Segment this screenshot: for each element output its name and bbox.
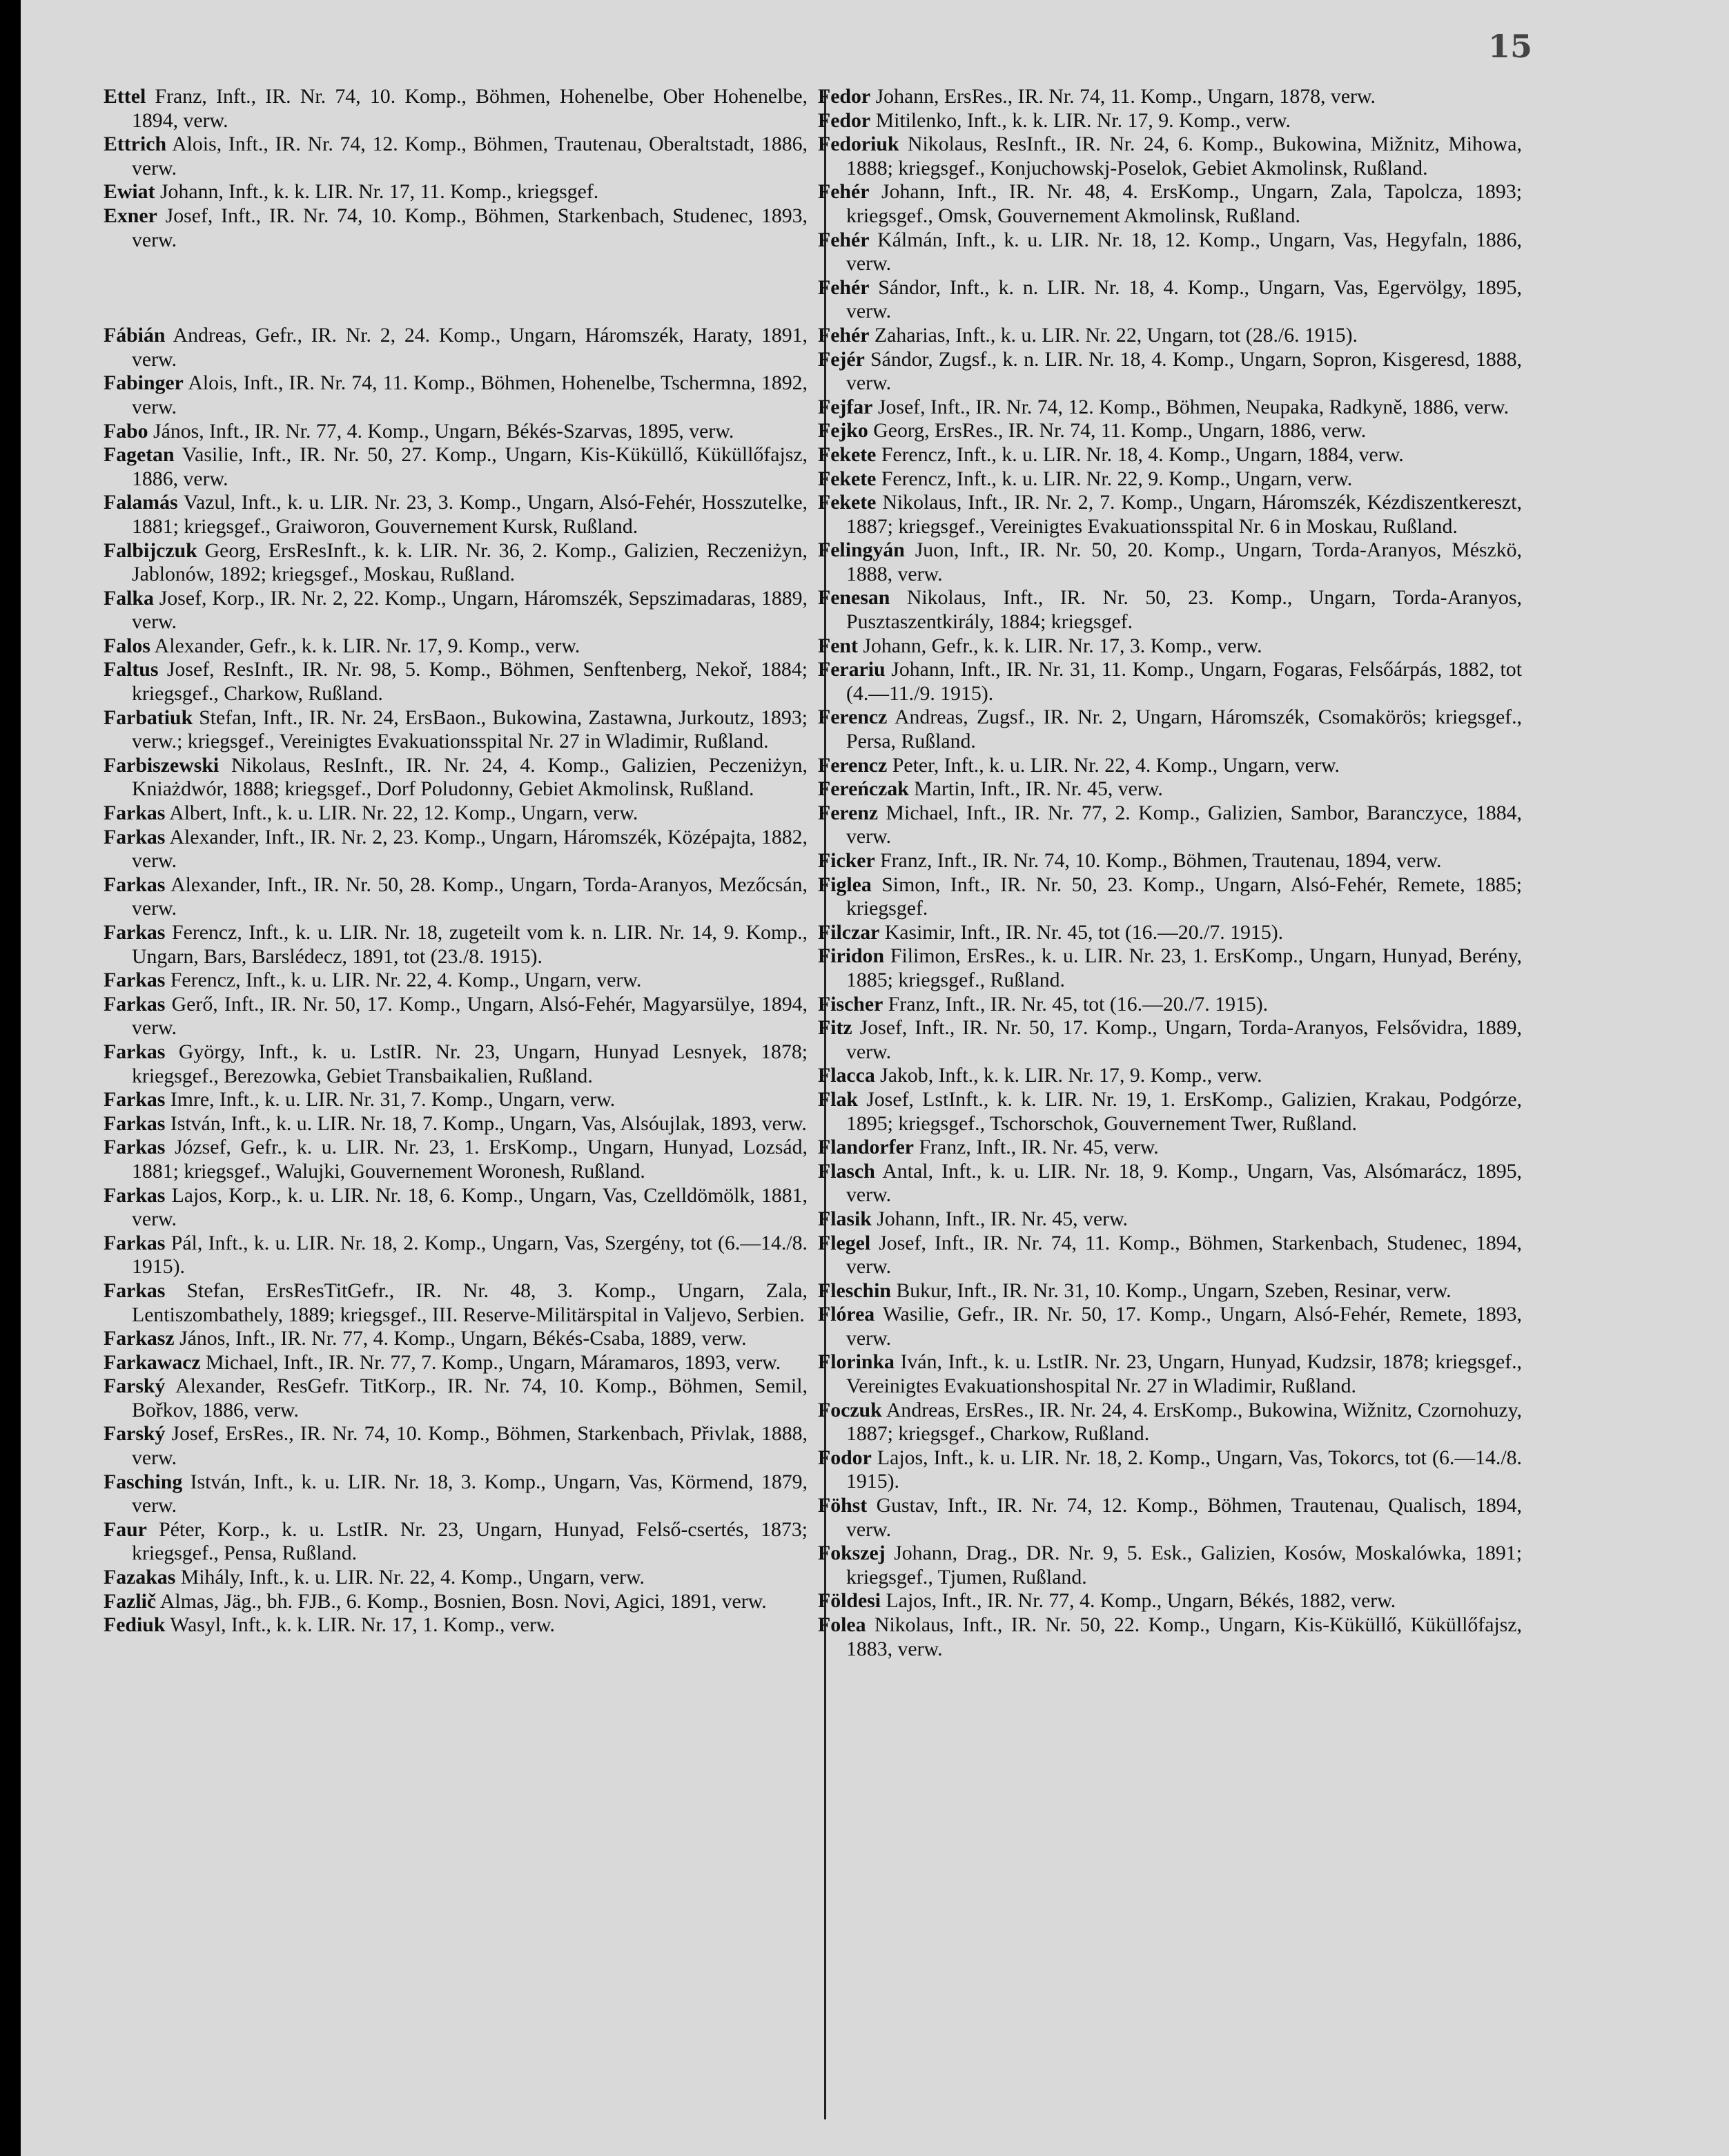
casualty-entry [818,1136,1522,1160]
casualty-entry [818,1350,1522,1398]
entry-details: Josef, Inft., IR. Nr. 74, 11. Komp., Böhmen, Starkenbach, Studenec, 1894, verw. [846,1231,1522,1279]
entry-details: Andreas, Zugsf., IR. Nr. 2, Ungarn, Háromszék, Csomakörös; kriegsgef., Persa, Rußland. [846,706,1522,753]
casualty-entry [104,1232,808,1279]
surname: Exner [104,204,157,227]
surname: Ferencz [818,706,888,729]
entry-details: Nikolaus, ResInft., IR. Nr. 24, 6. Komp., Bukowina, Mižnitz, Mihowa, 1888; kriegsgef., Konjuchowskj-Poselok, Gebiet Akmolinsk, Rußland. [846,133,1522,179]
casualty-entry [818,586,1522,634]
surname: Fenesan [818,586,890,610]
casualty-entry [818,538,1522,586]
surname: Ferariu [818,658,886,681]
entry-details: Nikolaus, Inft., IR. Nr. 2, 7. Komp., Ungarn, Háromszék, Kézdiszentkereszt, 1887; kriegsgef., Vereinigtes Evakuationsspital Nr. 6 in Moskau, Rußland. [846,491,1522,538]
entry-details: Sándor, Zugsf., k. n. LIR. Nr. 18, 4. Komp., Ungarn, Sopron, Kisgeresd, 1888, verw. [846,347,1522,395]
entry-details: Johann, ErsRes., IR. Nr. 74, 11. Komp., Ungarn, 1878, verw. [870,85,1376,108]
entry-details: Imre, Inft., k. u. LIR. Nr. 31, 7. Komp., Ungarn, verw. [165,1088,616,1111]
surname: Ferenz [818,801,879,824]
surname: Fazakas [104,1566,176,1589]
surname: Fasching [104,1470,183,1493]
entry-details: Wasilie, Gefr., IR. Nr. 50, 17. Komp., Ungarn, Alsó-Fehér, Remete, 1893, verw. [846,1303,1522,1350]
surname: Fereńczak [818,777,909,801]
casualty-entry [104,873,808,921]
left-column [104,85,808,1638]
casualty-entry [104,1279,808,1327]
casualty-entry [104,1088,808,1112]
entry-details: Jakob, Inft., k. k. LIR. Nr. 17, 9. Komp., verw. [875,1064,1262,1087]
surname: Földesi [818,1589,881,1613]
entry-details: Josef, ErsRes., IR. Nr. 74, 10. Komp., Böhmen, Starkenbach, Přivlak, 1888, verw. [132,1422,808,1470]
casualty-entry [818,993,1522,1017]
casualty-entry [818,1232,1522,1279]
surname: Farkas [104,1040,166,1063]
casualty-entry [818,180,1522,228]
surname: Fabo [104,419,148,443]
entry-details: Johann, Inft., k. k. LIR. Nr. 17, 11. Komp., kriegsgef. [155,180,599,204]
entry-details: Josef, Korp., IR. Nr. 2, 22. Komp., Ungarn, Háromszék, Sepszimadaras, 1889, verw. [132,586,808,634]
entry-details: Juon, Inft., IR. Nr. 50, 20. Komp., Ungarn, Torda-Aranyos, Mészkö, 1888, verw. [846,538,1522,585]
casualty-entry [818,777,1522,802]
surname: Falka [104,586,154,610]
casualty-entry [104,993,808,1040]
entry-details: Gustav, Inft., IR. Nr. 74, 12. Komp., Böhmen, Trautenau, Qualisch, 1894, verw. [846,1494,1522,1541]
casualty-entry [104,324,808,371]
surname: Flasch [818,1159,875,1183]
surname: Fediuk [104,1613,166,1637]
entry-details: Antal, Inft., k. u. LIR. Nr. 18, 9. Komp., Ungarn, Vas, Alsómarácz, 1895, verw. [846,1159,1522,1207]
casualty-entry [818,1279,1522,1303]
casualty-entry [818,873,1522,921]
casualty-entry [104,826,808,873]
surname: Farkasz [104,1327,175,1350]
casualty-entry [818,944,1522,992]
surname: Fekete [818,491,877,514]
surname: Farkas [104,802,166,825]
surname: Fekete [818,467,877,490]
surname: Farkas [104,1183,166,1207]
casualty-entry [818,754,1522,778]
surname: Farkas [104,921,166,944]
entry-details: Bukur, Inft., IR. Nr. 31, 10. Komp., Ungarn, Szeben, Resinar, verw. [890,1279,1452,1302]
surname: Farbatiuk [104,706,193,729]
surname: Flasik [818,1207,872,1230]
casualty-entry [104,180,808,204]
surname: Fabinger [104,371,184,395]
casualty-entry [104,1518,808,1566]
surname: Fedor [818,108,871,132]
surname: Fagetan [104,443,175,467]
entry-details: Josef, Inft., IR. Nr. 74, 12. Komp., Böhmen, Neupaka, Radkyně, 1886, verw. [872,395,1510,418]
casualty-entry [818,1613,1522,1661]
surname: Falbijczuk [104,538,197,562]
casualty-entry [104,85,808,133]
surname: Fehér [818,275,870,299]
entry-details: Nikolaus, Inft., IR. Nr. 50, 22. Komp., Ungarn, Kis-Küküllő, Küküllőfajsz, 1883, verw. [846,1613,1522,1660]
casualty-entry [818,1303,1522,1350]
surname: Fedoriuk [818,133,899,156]
surname: Flacca [818,1064,875,1087]
casualty-entry [818,921,1522,945]
entry-details: István, Inft., k. u. LIR. Nr. 18, 3. Komp., Ungarn, Vas, Körmend, 1879, verw. [132,1470,808,1517]
surname: Falos [104,634,150,657]
casualty-entry [104,969,808,993]
surname: Faltus [104,658,159,681]
entry-details: Nikolaus, ResInft., IR. Nr. 24, 4. Komp., Galizien, Peczeniżyn, Kniażdwór, 1888; kriegsgef., Dorf Poludonny, Gebiet Akmolinsk, Rußland. [132,753,808,801]
surname: Fehér [818,228,870,251]
casualty-entry [818,706,1522,753]
surname: Foczuk [818,1398,882,1421]
casualty-entry [104,1112,808,1136]
entry-details: Johann, Inft., IR. Nr. 45, verw. [871,1207,1129,1230]
entry-details: Filimon, ErsRes., k. u. LIR. Nr. 23, 1. ErsKomp., Ungarn, Hunyad, Berény, 1885; kriegsgef., Rußland. [846,944,1522,991]
surname: Farský [104,1422,166,1446]
entry-details: Mihály, Inft., k. u. LIR. Nr. 22, 4. Komp., Ungarn, verw. [175,1566,645,1589]
entry-details: Josef, LstInft., k. k. LIR. Nr. 19, 1. ErsKomp., Galizien, Krakau, Podgórze, 1895; kriegsgef., Tschorschok, Gouvernement Twer, Rußland. [846,1087,1522,1135]
entry-details: Stefan, ErsResTitGefr., IR. Nr. 48, 3. Komp., Ungarn, Zala, Lentiszombathely, 1889; kriegsgef., III. Reserve-Militärspital in Valjevo, Serbien. [132,1279,808,1326]
entry-details: Nikolaus, Inft., IR. Nr. 50, 23. Komp., Ungarn, Torda-Aranyos, Pusztaszentkirály, 1884; kriegsgef. [846,586,1522,634]
entry-details: Alois, Inft., IR. Nr. 74, 11. Komp., Böhmen, Hohenelbe, Tschermna, 1892, verw. [132,371,808,418]
entry-details: György, Inft., k. u. LstIR. Nr. 23, Ungarn, Hunyad Lesnyek, 1878; kriegsgef., Berezowka, Gebiet Transbaikalien, Rußland. [132,1040,808,1087]
surname: Ferencz [818,753,888,777]
casualty-entry [818,133,1522,180]
entry-details: Ferencz, Inft., k. u. LIR. Nr. 22, 4. Komp., Ungarn, verw. [165,969,642,992]
casualty-entry [104,706,808,754]
entry-details: Alexander, Inft., IR. Nr. 2, 23. Komp., Ungarn, Háromszék, Középajta, 1882, verw. [132,825,808,873]
casualty-entry [104,1613,808,1638]
casualty-entry [104,539,808,587]
surname: Farkas [104,969,166,992]
casualty-entry [104,634,808,659]
casualty-entry [818,348,1522,396]
casualty-entry [818,1088,1522,1136]
casualty-entry [818,1160,1522,1207]
entry-details: Sándor, Inft., k. n. LIR. Nr. 18, 4. Komp., Ungarn, Vas, Egervölgy, 1895, verw. [846,275,1522,323]
entry-details: János, Inft., IR. Nr. 77, 4. Komp., Ungarn, Békés-Szarvas, 1895, verw. [148,419,734,443]
entry-details: Péter, Korp., k. u. LstIR. Nr. 23, Ungarn, Hunyad, Felső-csertés, 1873; kriegsgef., Pensa, Rußland. [132,1517,808,1565]
casualty-entry [818,1494,1522,1542]
casualty-entry [104,1566,808,1590]
surname: Flak [818,1087,858,1111]
surname: Ettrich [104,133,167,156]
entry-details: Georg, ErsRes., IR. Nr. 74, 11. Komp., Ungarn, 1886, verw. [868,419,1367,443]
casualty-entry [818,1064,1522,1088]
entry-details: Stefan, Inft., IR. Nr. 24, ErsBaon., Bukowina, Zastawna, Jurkoutz, 1893; verw.; kriegsgef., Vereinigtes Evakuationsspital Nr. 27 in Wladimir, Rußland. [132,706,808,753]
casualty-entry [104,754,808,802]
entry-details: Vazul, Inft., k. u. LIR. Nr. 23, 3. Komp., Ungarn, Alsó-Fehér, Hosszutelke, 1881; kriegsgef., Graiworon, Gouvernement Kursk, Rußland. [132,491,808,538]
casualty-entry [818,467,1522,492]
entry-details: Lajos, Inft., IR. Nr. 77, 4. Komp., Ungarn, Békés, 1882, verw. [881,1589,1396,1613]
surname: Folea [818,1613,866,1636]
surname: Florinka [818,1350,895,1374]
surname: Fejér [818,347,865,371]
entry-details: Franz, Inft., IR. Nr. 74, 10. Komp., Böhmen, Trautenau, 1894, verw. [875,849,1442,872]
surname: Falamás [104,491,178,514]
casualty-entry [104,1040,808,1088]
casualty-entry [104,1470,808,1518]
entry-details: Franz, Inft., IR. Nr. 45, tot (16.—20./7. 1915). [883,992,1269,1016]
surname: Farkas [104,1136,166,1159]
entry-details: Almas, Jäg., bh. FJB., 6. Komp., Bosnien, Bosn. Novi, Agici, 1891, verw. [156,1589,767,1613]
entry-details: Johann, Gefr., k. k. LIR. Nr. 17, 3. Komp., verw. [857,634,1262,657]
surname: Fokszej [818,1542,886,1565]
surname: Farbiszewski [104,753,219,777]
casualty-entry [818,324,1522,348]
entry-details: Josef, ResInft., IR. Nr. 98, 5. Komp., Böhmen, Senftenberg, Nekoř, 1884; kriegsgef., Charkow, Rußland. [132,658,808,706]
surname: Figlea [818,873,872,896]
surname: Ewiat [104,180,155,204]
surname: Farkas [104,992,166,1016]
entry-details: Pál, Inft., k. u. LIR. Nr. 18, 2. Komp., Ungarn, Vas, Szergény, tot (6.—14./8. 1915). [132,1231,808,1279]
casualty-entry [104,1184,808,1232]
casualty-entry [818,658,1522,706]
surname: Farkas [104,825,166,848]
casualty-entry [818,276,1522,324]
casualty-entry [818,229,1522,276]
surname: Filczar [818,920,880,944]
casualty-entry [104,658,808,706]
casualty-entry [104,491,808,538]
entry-details: Albert, Inft., k. u. LIR. Nr. 22, 12. Komp., Ungarn, verw. [165,802,638,825]
entry-details: Michael, Inft., IR. Nr. 77, 7. Komp., Ungarn, Máramaros, 1893, verw. [200,1350,781,1374]
entry-details: Ferencz, Inft., k. u. LIR. Nr. 18, zugeteilt vom k. n. LIR. Nr. 14, 9. Komp., Ungarn, Bars, Barslédecz, 1891, tot (23./8. 1915). [132,921,808,968]
entry-details: Franz, Inft., IR. Nr. 74, 10. Komp., Böhmen, Hohenelbe, Ober Hohenelbe, 1894, verw. [132,85,808,132]
casualty-entry [104,204,808,252]
entry-details: Gerő, Inft., IR. Nr. 50, 17. Komp., Ungarn, Alsó-Fehér, Magyarsülye, 1894, verw. [132,992,808,1040]
casualty-entry [818,1446,1522,1494]
casualty-entry [818,1399,1522,1446]
surname: Ficker [818,849,875,872]
surname: Fejko [818,419,868,443]
surname: Farský [104,1375,166,1398]
surname: Flandorfer [818,1136,915,1159]
entry-details: Martin, Inft., IR. Nr. 45, verw. [908,777,1163,801]
surname: Fábián [104,324,166,347]
casualty-entry [104,1136,808,1183]
entry-details: János, Inft., IR. Nr. 77, 4. Komp., Ungarn, Békés-Csaba, 1889, verw. [174,1327,747,1350]
entry-details: Johann, Inft., IR. Nr. 48, 4. ErsKomp., Ungarn, Zala, Tapolcza, 1893; kriegsgef., Omsk, Gouvernement Akmolinsk, Rußland. [846,180,1522,227]
surname: Fedor [818,85,871,108]
entry-details: Kálmán, Inft., k. u. LIR. Nr. 18, 12. Komp., Ungarn, Vas, Hegyfaln, 1886, verw. [846,228,1522,275]
surname: Föhst [818,1494,868,1517]
surname: Farkas [104,1231,166,1254]
casualty-entry [818,634,1522,659]
entry-details: Alois, Inft., IR. Nr. 74, 12. Komp., Böhmen, Trautenau, Oberaltstadt, 1886, verw. [132,133,808,179]
surname: Flórea [818,1303,875,1326]
casualty-entry [104,587,808,634]
casualty-entry [104,1375,808,1422]
entry-details: Ferencz, Inft., k. u. LIR. Nr. 18, 4. Komp., Ungarn, 1884, verw. [876,443,1404,466]
casualty-entry [104,1590,808,1614]
casualty-entry [104,921,808,969]
entry-details: Andreas, ErsRes., IR. Nr. 24, 4. ErsKomp., Bukowina, Wižnitz, Czornohuzy, 1887; kriegsgef., Charkow, Rußland. [846,1398,1522,1446]
entry-details: Alexander, Gefr., k. k. LIR. Nr. 17, 9. Komp., verw. [150,634,580,657]
surname: Faur [104,1517,147,1541]
surname: Fischer [818,992,883,1016]
surname: Farkas [104,1111,166,1135]
entry-details: Ferencz, Inft., k. u. LIR. Nr. 22, 9. Komp., Ungarn, verw. [876,467,1353,490]
casualty-entry [818,491,1522,538]
entry-details: Vasilie, Inft., IR. Nr. 50, 27. Komp., Ungarn, Kis-Küküllő, Küküllőfajsz, 1886, verw. [132,443,808,490]
surname: Farkas [104,873,166,896]
entry-details: Peter, Inft., k. u. LIR. Nr. 22, 4. Komp., Ungarn, verw. [887,753,1340,777]
entry-details: Wasyl, Inft., k. k. LIR. Nr. 17, 1. Komp., verw. [165,1613,555,1637]
surname: Farkas [104,1279,166,1302]
surname: Fazlič [104,1589,157,1613]
surname: Fejfar [818,395,873,418]
casualty-entry [104,420,808,444]
casualty-entry [818,1207,1522,1232]
entry-details: József, Gefr., k. u. LIR. Nr. 23, 1. ErsKomp., Ungarn, Hunyad, Lozsád, 1881; kriegsgef., Walujki, Gouvernement Woronesh, Rußland. [132,1136,808,1183]
entry-details: Georg, ErsResInft., k. k. LIR. Nr. 36, 2. Komp., Galizien, Reczeniżyn, Jablonów, 1892; kriegsgef., Moskau, Rußland. [132,538,808,586]
entry-details: Johann, Drag., DR. Nr. 9, 5. Esk., Galizien, Kosów, Moskalówka, 1891; kriegsgef., Tjumen, Rußland. [846,1542,1522,1589]
entry-details: Kasimir, Inft., IR. Nr. 45, tot (16.—20./7. 1915). [879,920,1284,944]
surname: Fitz [818,1016,852,1040]
casualty-entry [818,85,1522,109]
casualty-entry [818,396,1522,420]
casualty-entry [818,1589,1522,1613]
entry-details: Franz, Inft., IR. Nr. 45, verw. [914,1136,1159,1159]
entry-details: Johann, Inft., IR. Nr. 31, 11. Komp., Ungarn, Fogaras, Felsőárpás, 1882, tot (4.—11./9. 1915). [846,658,1522,705]
casualty-entry [818,109,1522,133]
casualty-entry [818,1542,1522,1589]
casualty-entry [818,1016,1522,1064]
entry-details: Josef, Inft., IR. Nr. 50, 17. Komp., Ungarn, Torda-Aranyos, Felsővidra, 1889, verw. [846,1016,1522,1063]
surname: Felingyán [818,538,905,562]
casualty-entry [104,802,808,826]
surname: Fent [818,634,858,657]
casualty-entry [104,1422,808,1470]
book-spine-edge [0,0,21,2156]
casualty-entry [104,133,808,180]
surname: Fehér [818,180,870,204]
casualty-entry [818,419,1522,443]
entry-details: Lajos, Korp., k. u. LIR. Nr. 18, 6. Komp., Ungarn, Vas, Czelldömölk, 1881, verw. [132,1183,808,1231]
casualty-entry [104,443,808,491]
page-number: 15 [1487,28,1532,65]
surname: Fodor [818,1446,872,1469]
entry-details: Mitilenko, Inft., k. k. LIR. Nr. 17, 9. Komp., verw. [870,108,1291,132]
surname: Fehér [818,323,870,347]
casualty-entry [104,371,808,419]
entry-details: Michael, Inft., IR. Nr. 77, 2. Komp., Galizien, Sambor, Baranczyce, 1884, verw. [846,801,1522,848]
casualty-entry [818,802,1522,849]
surname: Farkas [104,1088,166,1111]
surname: Ettel [104,85,146,108]
entry-details: Alexander, ResGefr. TitKorp., IR. Nr. 74, 10. Komp., Böhmen, Semil, Bořkov, 1886, verw. [132,1375,808,1421]
right-column [818,85,1522,1661]
surname: Farkawacz [104,1350,201,1374]
surname: Fleschin [818,1279,891,1302]
surname: Flegel [818,1231,871,1254]
casualty-entry [818,849,1522,873]
entry-details: Andreas, Gefr., IR. Nr. 2, 24. Komp., Ungarn, Háromszék, Haraty, 1891, verw. [132,324,808,371]
casualty-entry [104,1327,808,1351]
entry-details: Zaharias, Inft., k. u. LIR. Nr. 22, Ungarn, tot (28./6. 1915). [869,323,1358,347]
surname: Firidon [818,944,885,968]
casualty-entry [104,1351,808,1375]
entry-details: Alexander, Inft., IR. Nr. 50, 28. Komp., Ungarn, Torda-Aranyos, Mezőcsán, verw. [132,873,808,920]
entry-details: Josef, Inft., IR. Nr. 74, 10. Komp., Böhmen, Starkenbach, Studenec, 1893, verw. [132,204,808,251]
entry-details: Simon, Inft., IR. Nr. 50, 23. Komp., Ungarn, Alsó-Fehér, Remete, 1885; kriegsgef. [846,873,1522,920]
casualty-entry [818,443,1522,467]
surname: Fekete [818,443,877,466]
entry-details: István, Inft., k. u. LIR. Nr. 18, 7. Komp., Ungarn, Vas, Alsóujlak, 1893, verw. [165,1111,807,1135]
entry-details: Lajos, Inft., k. u. LIR. Nr. 18, 2. Komp., Ungarn, Vas, Tokorcs, tot (6.—14./8. 1915). [846,1446,1522,1493]
entry-details: Iván, Inft., k. u. LstIR. Nr. 23, Ungarn, Hunyad, Kudzsir, 1878; kriegsgef., Vereinigtes Evakuationshospital Nr. 27 in Wladimir, Rußland. [846,1350,1522,1398]
